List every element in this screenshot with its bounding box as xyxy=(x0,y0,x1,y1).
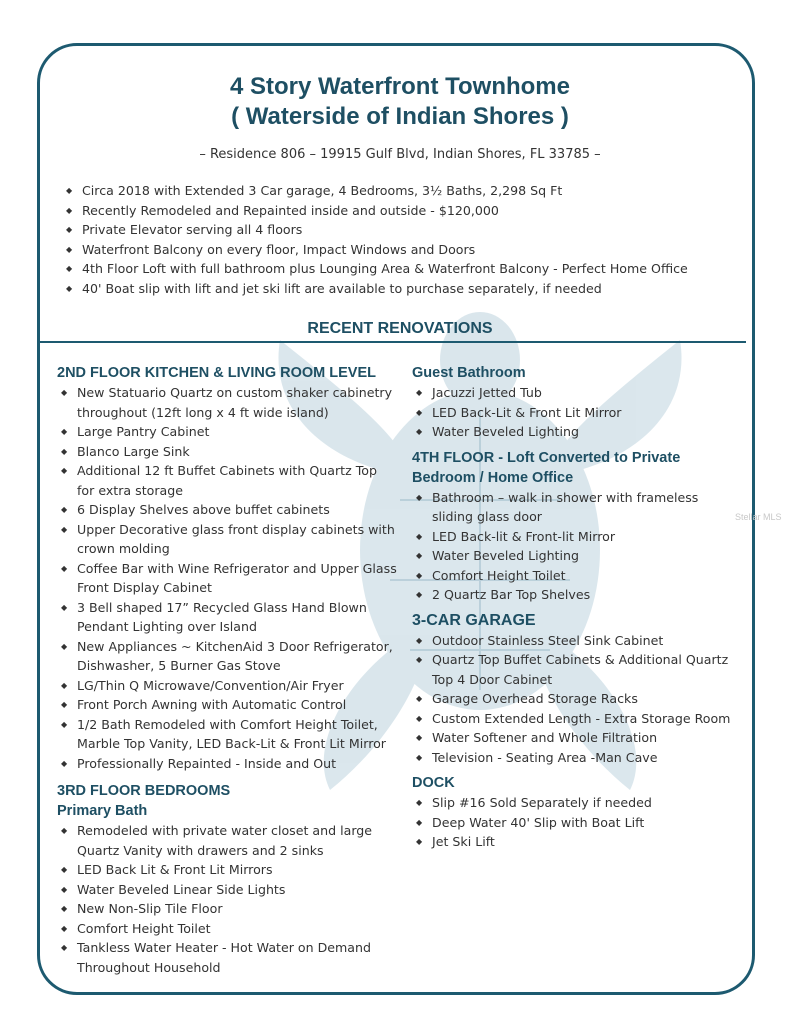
list-item: ◆ 6 Display Shelves above buffet cabinets xyxy=(57,500,397,520)
section-heading-garage: 3-CAR GARAGE xyxy=(412,611,536,629)
list-item: ◆ LED Back-Lit & Front Lit Mirror xyxy=(412,403,742,423)
section-heading-4th-floor-line2: Bedroom / Home Office xyxy=(412,469,574,486)
list-item: ◆ Comfort Height Toilet xyxy=(57,919,397,939)
left-column xyxy=(57,363,397,977)
list-item: ◆ Coffee Bar with Wine Refrigerator and Upper Glass Front Display Cabinet xyxy=(57,559,397,598)
renovations-heading: RECENT RENOVATIONS xyxy=(307,320,493,337)
fourth-floor-list xyxy=(412,488,742,605)
list-item: ◆ Outdoor Stainless Steel Sink Cabinet xyxy=(412,631,742,651)
mls-watermark: Stellar MLS xyxy=(735,512,782,522)
list-item: ◆ Television - Seating Area -Man Cave xyxy=(412,748,742,768)
list-item: ◆ Water Beveled Linear Side Lights xyxy=(57,880,397,900)
page-subtitle: ( Waterside of Indian Shores ) xyxy=(231,103,569,130)
list-item: ◆ Professionally Repainted - Inside and Out xyxy=(57,754,397,774)
list-item: ◆ Quartz Top Buffet Cabinets & Additional Quartz Top 4 Door Cabinet xyxy=(412,650,742,689)
page-title: 4 Story Waterfront Townhome xyxy=(229,73,570,100)
list-item: ◆ 2 Quartz Bar Top Shelves xyxy=(412,585,742,605)
list-item: ◆ Blanco Large Sink xyxy=(57,442,397,462)
list-item: ◆ LED Back-lit & Front-lit Mirror xyxy=(412,527,742,547)
garage-list xyxy=(412,631,742,768)
list-item: ◆ Private Elevator serving all 4 floors xyxy=(62,220,742,240)
subheading-primary-bath: Primary Bath xyxy=(57,803,148,819)
list-item: ◆ Bathroom – walk in shower with frameless sliding glass door xyxy=(412,488,742,527)
list-item: ◆ LG/Thin Q Microwave/Convention/Air Fryer xyxy=(57,676,397,696)
list-item: ◆ Large Pantry Cabinet xyxy=(57,422,397,442)
list-item: ◆ LED Back Lit & Front Lit Mirrors xyxy=(57,860,397,880)
property-address: – Residence 806 – 19915 Gulf Blvd, Indian Shores, FL 33785 – xyxy=(199,147,601,162)
divider xyxy=(40,341,746,343)
list-item: ◆ 3 Bell shaped 17” Recycled Glass Hand Blown Pendant Lighting over Island xyxy=(57,598,397,637)
list-item: ◆ New Non-Slip Tile Floor xyxy=(57,899,397,919)
list-item: ◆ Front Porch Awning with Automatic Control xyxy=(57,695,397,715)
bedrooms-list xyxy=(57,821,397,977)
section-heading-4th-floor: 4TH FLOOR - Loft Converted to Private xyxy=(412,449,681,466)
list-item: ◆ Slip #16 Sold Separately if needed xyxy=(412,793,742,813)
list-item: ◆ Recently Remodeled and Repainted inside and outside - $120,000 xyxy=(62,201,742,221)
list-item: ◆ Jet Ski Lift xyxy=(412,832,742,852)
list-item: ◆ Waterfront Balcony on every floor, Impact Windows and Doors xyxy=(62,240,742,260)
list-item: ◆ New Appliances ~ KitchenAid 3 Door Refrigerator, Dishwasher, 5 Burner Gas Stove xyxy=(57,637,397,676)
list-item: ◆ 40' Boat slip with lift and jet ski lift are available to purchase separately, if needed xyxy=(62,279,742,299)
section-heading-kitchen: 2ND FLOOR KITCHEN & LIVING ROOM LEVEL xyxy=(57,365,377,381)
list-item: ◆ 4th Floor Loft with full bathroom plus Lounging Area & Waterfront Balcony - Perfect Home Office xyxy=(62,259,742,279)
list-item: ◆ Comfort Height Toilet xyxy=(412,566,742,586)
list-item: ◆ Remodeled with private water closet and large Quartz Vanity with drawers and 2 sinks xyxy=(57,821,397,860)
right-column xyxy=(412,363,742,852)
list-item: ◆ Water Beveled Lighting xyxy=(412,546,742,566)
list-item: ◆ Garage Overhead Storage Racks xyxy=(412,689,742,709)
list-item: ◆ Tankless Water Heater - Hot Water on Demand Throughout Household xyxy=(57,938,397,977)
list-item: ◆ Additional 12 ft Buffet Cabinets with Quartz Top for extra storage xyxy=(57,461,397,500)
list-item: ◆ Upper Decorative glass front display cabinets with crown molding xyxy=(57,520,397,559)
list-item: ◆ Water Softener and Whole Filtration xyxy=(412,728,742,748)
list-item: ◆ Water Beveled Lighting xyxy=(412,422,742,442)
section-heading-bedrooms: 3RD FLOOR BEDROOMS xyxy=(57,783,231,799)
section-heading-guest-bath: Guest Bathroom xyxy=(412,365,526,381)
list-item: ◆ Jacuzzi Jetted Tub xyxy=(412,383,742,403)
list-item: ◆ Custom Extended Length - Extra Storage Room xyxy=(412,709,742,729)
list-item: ◆ Circa 2018 with Extended 3 Car garage, 4 Bedrooms, 3½ Baths, 2,298 Sq Ft xyxy=(62,181,742,201)
kitchen-list xyxy=(57,383,397,773)
list-item: ◆ New Statuario Quartz on custom shaker cabinetry throughout (12ft long x 4 ft wide island) xyxy=(57,383,397,422)
guest-bath-list xyxy=(412,383,742,442)
highlights-list xyxy=(62,181,742,299)
list-item: ◆ 1/2 Bath Remodeled with Comfort Height Toilet, Marble Top Vanity, LED Back-Lit & Front Lit Mirror xyxy=(57,715,397,754)
section-heading-dock: DOCK xyxy=(412,775,455,791)
dock-list xyxy=(412,793,742,852)
list-item: ◆ Deep Water 40' Slip with Boat Lift xyxy=(412,813,742,833)
